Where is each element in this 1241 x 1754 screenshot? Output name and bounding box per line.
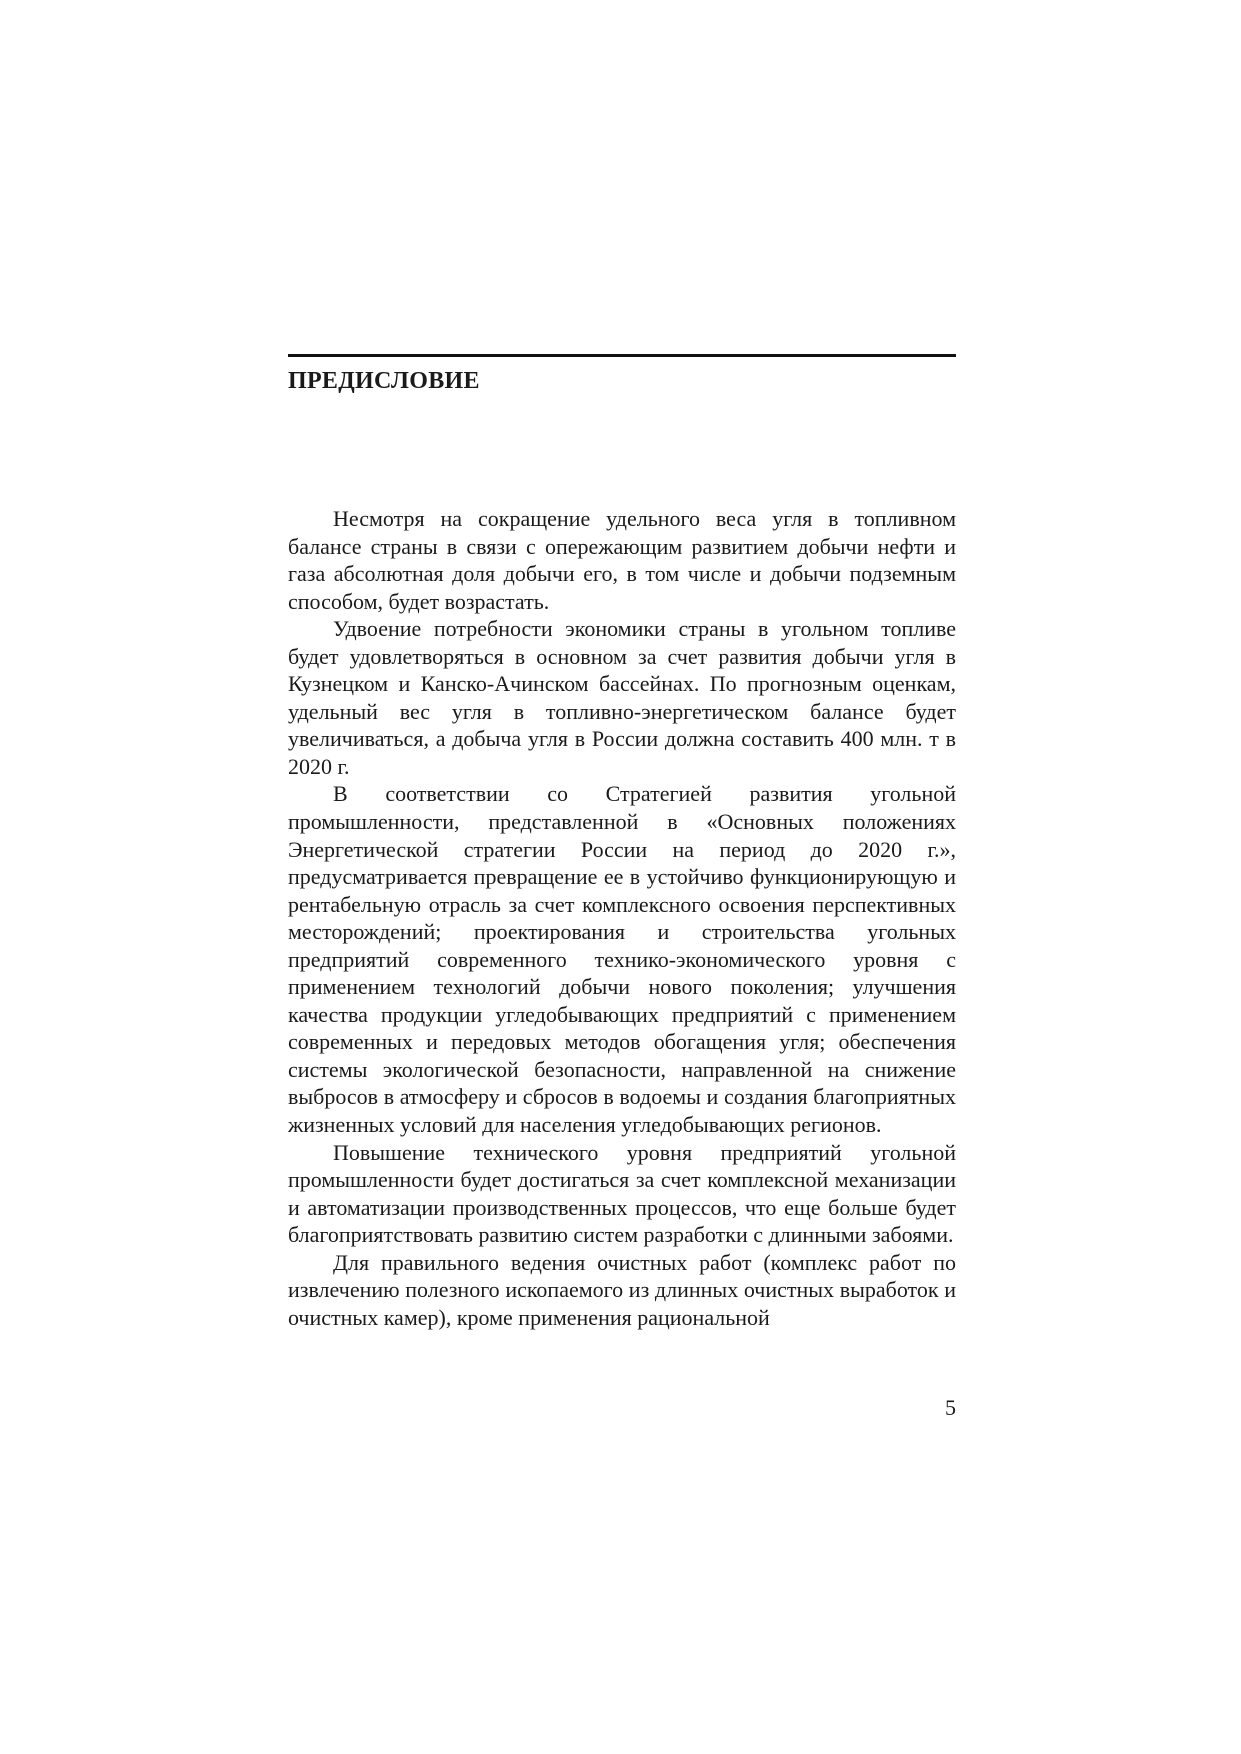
paragraph: Для правильного ведения очистных работ (комплекс работ по извлечению полезного ископаемого из длинных очистных выработок и очистных камер), кроме применения рациональной [288,1249,956,1330]
body-text [288,505,956,1331]
chapter-title: ПРЕДИСЛОВИЕ [288,368,480,394]
paragraph: Повышение технического уровня предприятий угольной промышленности будет достигаться за счет комплексной механизации и автоматизации производственных процессов, что еще больше будет благоприятствовать развитию систем разработки с длинными забоями. [288,1139,956,1248]
paragraph: Несмотря на сокращение удельного веса угля в топливном балансе страны в связи с опережающим развитием добычи нефти и газа абсолютная доля добычи его, в том числе и добычи подземным способом, будет возрастать. [288,506,956,614]
page-number: 5 [945,1395,956,1420]
chapter-top-rule [288,354,956,357]
paragraph: В соответствии со Стратегией развития угольной промышленности, представленной в «Основных положениях Энергетической стратегии России на период до 2020 г.», предусматривается превращение ее в устойчиво функционирующую и рентабельную отрасль за счет комплексного освоения перспективных месторождений; проектирования и строительства угольных предприятий современного технико-экономического уровня с применением технологий добычи нового поколения; улучшения качества продукции угледобывающих предприятий с применением современных и передовых методов обогащения угля; обеспечения системы экологической безопасности, направленной на снижение выбросов в атмосферу и сбросов в водоемы и создания благоприятных жизненных условий для населения угледобывающих регионов. [288,781,956,1138]
paragraph: Удвоение потребности экономики страны в угольном топливе будет удовлетворяться в основном за счет развития добычи угля в Кузнецком и Канско-Ачинском бассейнах. По прогнозным оценкам, удельный вес угля в топливно-энергетическом балансе будет увеличиваться, а добыча угля в России должна составить 400 млн. т в 2020 г. [288,616,956,779]
